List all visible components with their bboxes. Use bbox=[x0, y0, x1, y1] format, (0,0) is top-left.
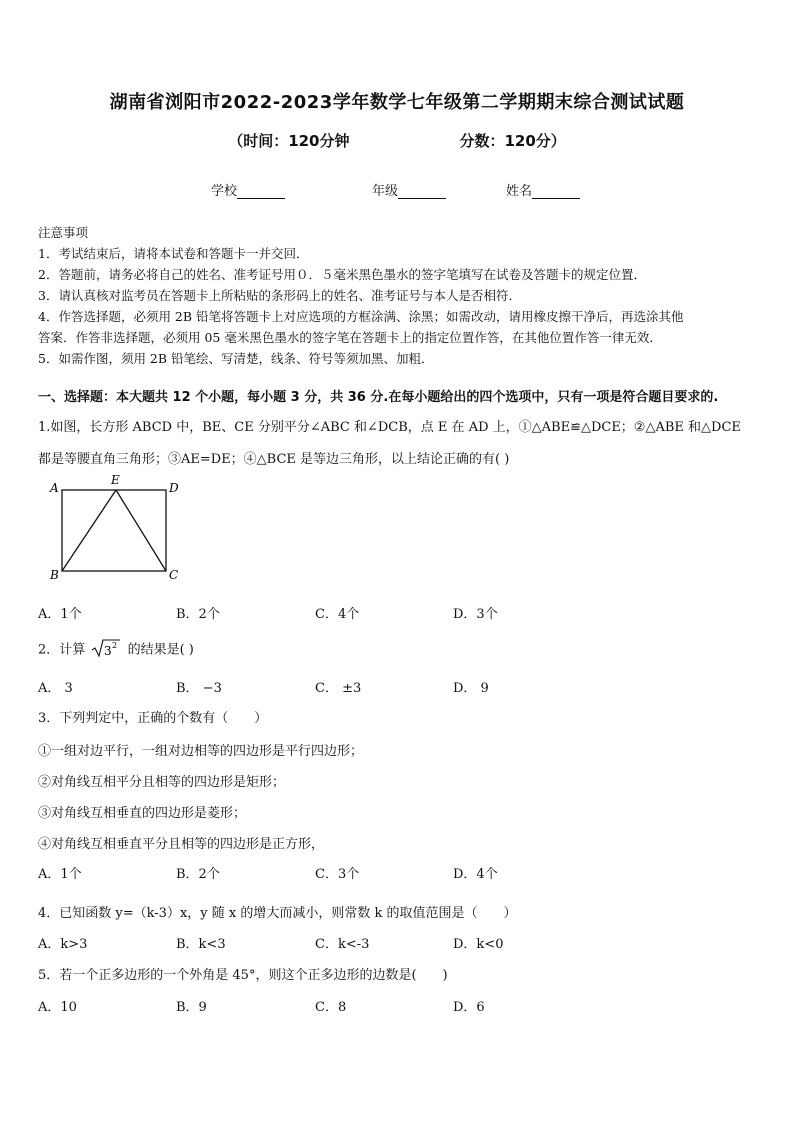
note-item: 2．答题前，请务必将自己的姓名、准考证号用０．５毫米黑色墨水的签字笔填写在试卷及答题卡的规定位置． bbox=[38, 267, 646, 282]
question-2-prefix: 2．计算 bbox=[38, 642, 86, 658]
question-4: 4．已知函数 y=（k-3）x，y 随 x 的增大而减小，则常数 k 的取值范围是（ ） bbox=[38, 906, 517, 921]
question-3: 3．下列判定中，正确的个数有（ ） bbox=[38, 711, 268, 726]
option-d[interactable]: D． 9 bbox=[453, 681, 489, 696]
label-a: A bbox=[50, 481, 59, 495]
note-item: 答案．作答非选择题，必须用 05 毫米黑色墨水的签字笔在答题卡上的指定位置作答，在其他位置作答一律无效． bbox=[38, 330, 662, 345]
option-c[interactable]: C．k<-3 bbox=[315, 937, 370, 952]
option-c[interactable]: C． ±3 bbox=[315, 681, 362, 696]
exponent: 2 bbox=[112, 641, 118, 650]
segment-be bbox=[62, 490, 116, 571]
segment-ce bbox=[116, 490, 166, 571]
exam-score: 分数：120分） bbox=[459, 132, 566, 150]
option-c[interactable]: C．3个 bbox=[315, 867, 360, 882]
question-1-line-1: 1.如图，长方形 ABCD 中，BE、CE 分别平分∠ABC 和∠DCB，点 E 在 AD 上，①△ABE≌△DCE；②△ABE 和△DCE bbox=[38, 420, 741, 435]
sqrt-symbol bbox=[91, 638, 121, 658]
school-label: 学校 bbox=[211, 184, 238, 199]
name-blank[interactable] bbox=[532, 186, 580, 199]
option-d[interactable]: D．3个 bbox=[453, 607, 498, 622]
option-c[interactable]: C．8 bbox=[315, 1000, 347, 1015]
name-field bbox=[506, 180, 580, 199]
option-d[interactable]: D．4个 bbox=[453, 867, 498, 882]
option-c[interactable]: C．4个 bbox=[315, 607, 360, 622]
note-item: 3．请认真核对监考员在答题卡上所粘贴的条形码上的姓名、准考证号与本人是否相符． bbox=[38, 288, 521, 303]
note-item: 1．考试结束后，请将本试卷和答题卡一并交回． bbox=[38, 246, 309, 261]
question-2-suffix: 的结果是( ) bbox=[127, 642, 194, 658]
question-2 bbox=[38, 638, 758, 662]
sqrt-expression bbox=[91, 638, 121, 662]
option-a[interactable]: A．1个 bbox=[38, 607, 82, 622]
option-b[interactable]: B．2个 bbox=[176, 607, 220, 622]
option-d[interactable]: D．6 bbox=[453, 1000, 485, 1015]
label-e: E bbox=[111, 473, 120, 487]
option-b[interactable]: B．k<3 bbox=[176, 937, 226, 952]
question-1-line-2: 都是等腰直角三角形；③AE=DE；④△BCE 是等边三角形，以上结论正确的有( ) bbox=[38, 452, 510, 467]
option-a[interactable]: A．10 bbox=[38, 1000, 77, 1015]
notes-heading: 注意事项 bbox=[38, 225, 89, 240]
label-d: D bbox=[169, 481, 179, 495]
note-item: 4．作答选择题，必须用 2B 铅笔将答题卡上对应选项的方框涂满、涂黑；如需改动，请用橡皮擦干净后，再选涂其他 bbox=[38, 309, 684, 324]
exam-meta bbox=[0, 130, 794, 151]
exam-time: （时间：120分钟 bbox=[228, 132, 350, 150]
option-b[interactable]: B． −3 bbox=[176, 681, 222, 696]
radicand: 3 bbox=[104, 644, 113, 658]
statement-4: ④对角线互相垂直平分且相等的四边形是正方形， bbox=[38, 837, 325, 852]
option-b[interactable]: B．2个 bbox=[176, 867, 220, 882]
option-b[interactable]: B．9 bbox=[176, 1000, 207, 1015]
statement-2: ②对角线互相平分且相等的四边形是矩形； bbox=[38, 775, 286, 790]
rectangle-figure bbox=[42, 470, 192, 580]
school-blank[interactable] bbox=[237, 186, 285, 199]
grade-blank[interactable] bbox=[398, 186, 446, 199]
option-a[interactable]: A．1个 bbox=[38, 867, 82, 882]
rectangle-abcd bbox=[62, 490, 166, 571]
notes-block bbox=[38, 222, 758, 369]
page-title: 湖南省浏阳市2022-2023学年数学七年级第二学期期末综合测试试题 bbox=[109, 92, 685, 113]
option-a[interactable]: A． 3 bbox=[38, 681, 73, 696]
statement-1: ①一组对边平行，一组对边相等的四边形是平行四边形； bbox=[38, 744, 364, 759]
label-c: C bbox=[169, 568, 179, 580]
grade-field bbox=[372, 180, 446, 199]
school-field bbox=[211, 180, 285, 199]
option-a[interactable]: A．k>3 bbox=[38, 937, 88, 952]
option-d[interactable]: D．k<0 bbox=[453, 937, 504, 952]
grade-label: 年级 bbox=[372, 184, 399, 199]
question-5: 5．若一个正多边形的一个外角是 45°，则这个正多边形的边数是( ) bbox=[38, 968, 448, 983]
name-label: 姓名 bbox=[506, 184, 533, 199]
section-heading: 一、选择题：本大题共 12 个小题，每小题 3 分，共 36 分.在每小题给出的四个选项中，只有一项是符合题目要求的. bbox=[38, 390, 719, 405]
label-b: B bbox=[50, 568, 59, 580]
statement-3: ③对角线互相垂直的四边形是菱形； bbox=[38, 806, 247, 821]
note-item: 5．如需作图，须用 2B 铅笔绘、写清楚，线条、符号等须加黑、加粗． bbox=[38, 351, 434, 366]
